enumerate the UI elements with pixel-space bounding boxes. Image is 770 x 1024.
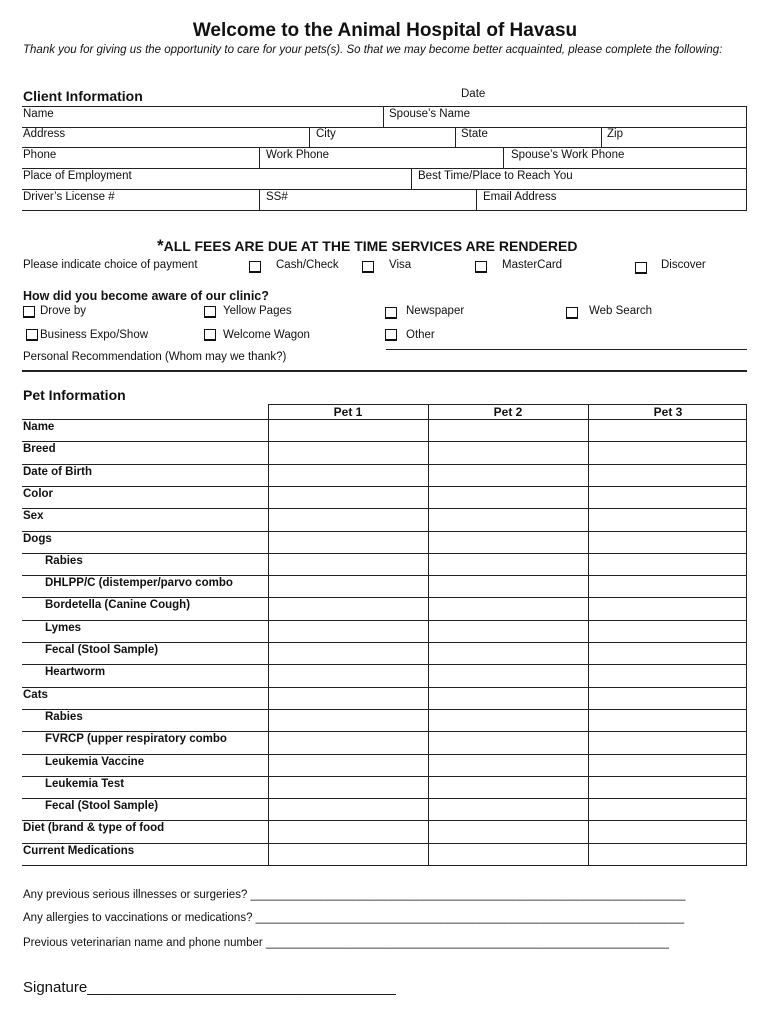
pet-1-cell[interactable] [269,821,427,841]
pet-1-cell[interactable] [269,643,427,663]
recommendation-label: Personal Recommendation (Whom may we thank?) [23,351,287,363]
spouse-name-field[interactable]: Spouse’s Name [389,108,470,120]
pet-row-label: Rabies [45,554,83,567]
payment-prompt: Please indicate choice of payment [23,259,198,271]
pet-row-label: Fecal (Stool Sample) [45,800,159,813]
pet-row-label: Date of Birth [23,465,92,478]
pet-3-cell[interactable] [589,665,747,685]
pet-1-cell[interactable] [269,420,427,440]
pet-3-cell[interactable] [589,598,747,618]
zip-field[interactable]: Zip [607,128,623,140]
pet-3-cell[interactable] [589,755,747,775]
pet-table-top-line [268,404,747,405]
name-field[interactable]: Name [23,108,54,120]
pet-3-cell[interactable] [589,509,747,529]
discover-checkbox[interactable] [635,262,647,274]
other-label: Other [406,329,435,341]
pet-1-cell[interactable] [269,710,427,730]
pet-2-cell[interactable] [429,643,587,663]
pet-3-header: Pet 3 [653,405,683,419]
pet-2-cell[interactable] [429,420,587,440]
allergies-question[interactable]: Any allergies to vaccinations or medications? ___________________________________________________________________ [23,912,685,924]
pet-3-cell[interactable] [589,487,747,507]
pet-1-cell[interactable] [269,755,427,775]
work-phone-field[interactable]: Work Phone [266,149,330,161]
pet-3-cell[interactable] [589,777,747,797]
pet-row-label: Color [23,487,54,500]
recommendation-line[interactable] [22,370,747,372]
pet-row-label: Current Medications [23,844,135,857]
pet-3-cell[interactable] [589,732,747,752]
city-field[interactable]: City [316,128,336,140]
state-field[interactable]: State [461,128,488,140]
pet-2-cell[interactable] [429,465,587,485]
newspaper-label: Newspaper [406,305,465,317]
pet-row-label: Dogs [23,532,52,545]
pet-2-cell[interactable] [429,755,587,775]
pet-1-cell[interactable] [269,442,427,462]
welcome-wagon-checkbox[interactable] [204,329,216,341]
pet-2-cell[interactable] [429,688,587,708]
yellow-pages-checkbox[interactable] [204,306,216,318]
pet-row-label: DHLPP/C (distemper/parvo combo [45,577,233,590]
pet-1-cell[interactable] [269,665,427,685]
pet-1-cell[interactable] [269,621,427,641]
other-checkbox[interactable] [385,329,397,341]
pet-2-cell[interactable] [429,821,587,841]
pet-2-cell[interactable] [429,799,587,819]
business-expo-label: Business Expo/Show [40,329,149,341]
pet-3-cell[interactable] [589,799,747,819]
pet-2-cell[interactable] [429,576,587,596]
pet-2-cell[interactable] [429,442,587,462]
email-field[interactable]: Email Address [483,191,557,203]
pet-2-cell[interactable] [429,621,587,641]
drivers-license-field[interactable]: Driver’s License # [23,191,115,203]
prev-vet-question[interactable]: Previous veterinarian name and phone number _______________________________________________________________ [23,937,669,949]
pet-1-cell[interactable] [269,509,427,529]
pet-row-label: Leukemia Test [45,777,125,790]
form-title: Welcome to the Animal Hospital of Havasu [192,20,578,41]
client-info-heading: Client Information [23,88,143,104]
pet-row-label: Bordetella (Canine Cough) [45,599,191,612]
pet-row-label: FVRCP (upper respiratory combo [45,733,227,746]
pet-1-cell[interactable] [269,554,427,574]
pet-1-cell[interactable] [269,576,427,596]
pet-1-cell[interactable] [269,598,427,618]
pet-3-cell[interactable] [589,465,747,485]
phone-field[interactable]: Phone [23,149,57,161]
pet-3-cell[interactable] [589,420,747,440]
pet-2-cell[interactable] [429,554,587,574]
pet-row-label: Name [23,421,55,433]
newspaper-checkbox[interactable] [385,307,397,319]
visa-label: Visa [389,259,412,271]
pet-column-line [746,404,747,865]
pet-1-cell[interactable] [269,688,427,708]
pet-row-label: Fecal (Stool Sample) [45,644,159,656]
pet-3-cell[interactable] [589,821,747,841]
web-search-label: Web Search [589,305,653,317]
discover-label: Discover [661,259,706,271]
signature-line[interactable]: _____________________________________ [87,979,396,996]
pet-3-cell[interactable] [589,844,747,864]
pet-1-cell[interactable] [269,844,427,864]
referral-question: How did you become aware of our clinic? [23,289,269,303]
pet-2-cell[interactable] [429,487,587,507]
pet-column-line [268,404,269,865]
pet-1-cell[interactable] [269,487,427,507]
pet-2-cell[interactable] [429,509,587,529]
pet-row-label: Leukemia Vaccine [45,755,145,768]
pet-3-cell[interactable] [589,442,747,462]
signature-label: Signature [23,979,88,996]
mastercard-checkbox[interactable] [475,261,487,273]
pet-1-header: Pet 1 [333,405,363,419]
pet-1-cell[interactable] [269,465,427,485]
cash-check-label: Cash/Check [276,259,339,271]
pet-2-header: Pet 2 [493,405,523,419]
pet-2-cell[interactable] [429,710,587,730]
employment-field[interactable]: Place of Employment [23,170,132,182]
pet-column-line [428,404,429,865]
pet-2-cell[interactable] [429,598,587,618]
web-search-checkbox[interactable] [566,307,578,319]
ss-field[interactable]: SS# [266,191,288,203]
mastercard-label: MasterCard [502,259,563,271]
pet-2-cell[interactable] [429,844,587,864]
welcome-wagon-label: Welcome Wagon [223,329,310,341]
pet-row-label: Breed [23,443,56,456]
pet-row-label: Diet (brand & type of food [23,822,165,835]
pet-1-cell[interactable] [269,799,427,819]
illnesses-question[interactable]: Any previous serious illnesses or surgeries? ____________________________________________________________________ [23,889,686,901]
pet-info-heading: Pet Information [23,387,126,403]
pet-3-cell[interactable] [589,621,747,641]
cash-check-checkbox[interactable] [249,261,261,273]
date-label: Date [461,88,486,100]
pet-3-cell[interactable] [589,710,747,730]
pet-table-bottom-line [22,865,747,866]
pet-2-cell[interactable] [429,665,587,685]
signature-field[interactable] [23,979,396,996]
pet-3-cell[interactable] [589,643,747,663]
pet-3-cell[interactable] [589,688,747,708]
pet-1-cell[interactable] [269,532,427,552]
spouse-work-phone-field[interactable]: Spouse’s Work Phone [511,149,625,161]
pet-row-label: Cats [23,688,48,701]
other-line[interactable] [386,349,747,350]
yellow-pages-label: Yellow Pages [223,305,292,317]
pet-row-label: Rabies [45,710,83,723]
pet-1-cell[interactable] [269,732,427,752]
pet-2-cell[interactable] [429,777,587,797]
pet-row-label: Heartworm [45,666,106,679]
pet-3-cell[interactable] [589,576,747,596]
drove-by-checkbox[interactable] [23,306,35,318]
address-field[interactable]: Address [23,128,66,140]
pet-3-cell[interactable] [589,554,747,574]
pet-1-cell[interactable] [269,777,427,797]
drove-by-label: Drove by [40,305,87,317]
pet-column-line [588,404,589,865]
visa-checkbox[interactable] [362,261,374,273]
pet-3-cell[interactable] [589,532,747,552]
pet-2-cell[interactable] [429,532,587,552]
business-expo-checkbox[interactable] [26,329,38,341]
pet-row-label: Lymes [45,621,82,634]
intro-text: Thank you for giving us the opportunity to care for your pets(s). So that we may become better acquainted, please complete the following: [23,44,723,56]
pet-2-cell[interactable] [429,732,587,752]
fees-notice: *ALL FEES ARE DUE AT THE TIME SERVICES ARE RENDERED [157,236,578,255]
best-time-field[interactable]: Best Time/Place to Reach You [418,170,573,182]
pet-row-label: Sex [23,510,44,523]
